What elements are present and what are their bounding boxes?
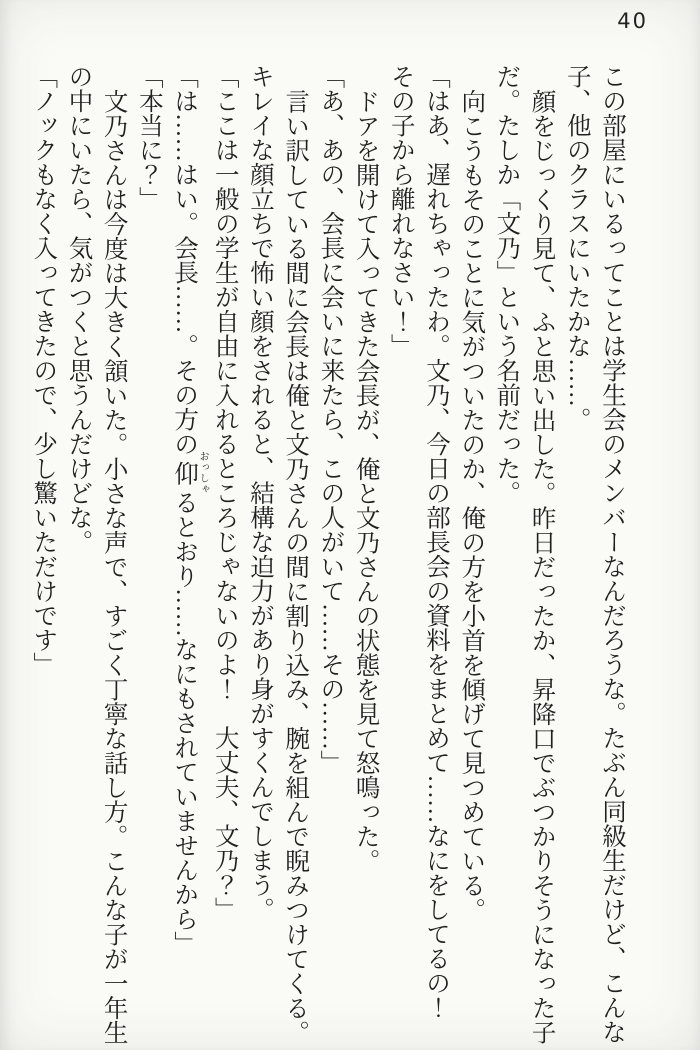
text-line: 言い訳している間に会長は俺と文乃さんの間に割り込み、腕を組んで睨みつけてくる。 xyxy=(282,88,310,1044)
text-line: 「ノックもなく入ってきたので、少し驚いただけです」 xyxy=(30,64,58,677)
text-line: 「は……はい。会長……。その方の仰 おっしゃるとおり……なにもされていませんから」 xyxy=(171,64,209,956)
text-line: 「本当に？」 xyxy=(135,64,163,211)
page-number: 40 xyxy=(617,9,648,33)
text-line: 文乃さんは今度は大きく頷いた。小さな声で、すごく丁寧な話し方。こんな子が一年生 xyxy=(100,88,128,1044)
text-line: だ。たしか「文乃」という名前だった。 xyxy=(493,64,521,505)
text-line: の中にいたら、気がつくと思うんだけどな。 xyxy=(65,64,93,554)
text-line: ドアを開けて入ってきた会長が、俺と文乃さんの状態を見て怒鳴った。 xyxy=(352,88,380,873)
text-line: 「はあ、遅れちゃったわ。文乃、今日の部長会の資料をまとめて……なにをしてるの！ xyxy=(422,64,450,1020)
text-line: その子から離れなさい！」 xyxy=(387,64,415,358)
text-line: 「ここは一般の学生が自由に入れるところじゃないのよ！ 大丈夫、文乃？」 xyxy=(211,64,239,922)
text-line: 「あ、あの、会長に会いに来たら、この人がいて……その……」 xyxy=(317,64,345,775)
text-line: 顔をじっくり見て、ふと思い出した。昨日だったか、昇降口でぶつかりそうになった子 xyxy=(528,88,556,1044)
text-line: 子、他のクラスにいたかな……。 xyxy=(563,64,591,432)
text-block xyxy=(26,64,630,1048)
ruby-annotation: 仰 おっしゃ xyxy=(171,451,209,495)
text-line: キレイな顔立ちで怖い顔をされると、結構な迫力があり身がすくんでしまう。 xyxy=(246,64,274,922)
text-line: この部屋にいるってことは学生会のメンバーなんだろうな。たぶん同級生だけど、こんな xyxy=(599,64,626,1044)
text-line: 向こうもそのことに気がついたのか、俺の方を小首を傾げて見つめている。 xyxy=(458,88,486,922)
